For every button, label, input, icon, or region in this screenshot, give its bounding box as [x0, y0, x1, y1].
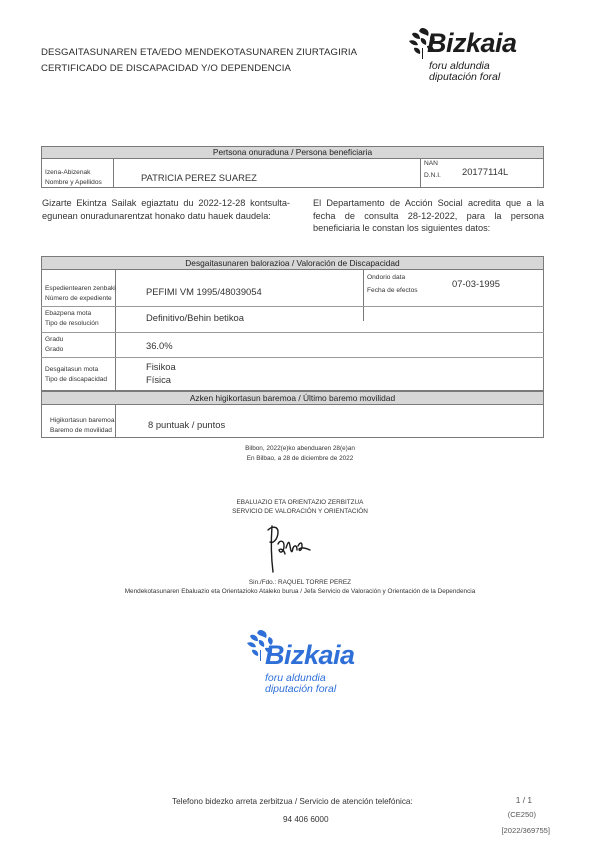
mobility-box: [41, 404, 544, 438]
logo-word-blue: Bizkaia: [265, 640, 355, 670]
place-date-spanish: En Bilbao, a 28 de diciembre de 2022: [246, 455, 354, 462]
degree-label-spanish: Grado: [45, 346, 64, 353]
resolution-label-basque: Ebazpena mota: [45, 310, 92, 317]
service-spanish: SERVICIO DE VALORACIÓN Y ORIENTACIÓN: [232, 508, 368, 515]
intro-basque: Gizarte Ekintza Sailak egiaztatu du 2022-12-28 kontsulta-egunean onuradunarentzat honako datu hauek daudela:: [42, 198, 290, 221]
beneficiary-divider-2: [420, 158, 421, 188]
resolution-value: Definitivo/Behin betikoa: [146, 312, 244, 323]
name-label-spanish: Nombre y Apellidos: [45, 179, 102, 186]
service-basque: EBALUAZIO ETA ORIENTAZIO ZERBITZUA: [236, 499, 364, 506]
id-label-spanish: D.N.I.: [424, 172, 441, 179]
intro-spanish: El Departamento de Acción Social acredita que a la fecha de consulta 28-12-2022, para la persona beneficiaria le constan los siguientes datos:: [313, 198, 544, 234]
place-date-basque: Bilbon, 2022(e)ko abenduaren 28(e)an: [245, 445, 355, 452]
type-label-spanish: Tipo de discapacidad: [45, 376, 108, 383]
mobility-label-basque: Higikortasun baremoa: [50, 417, 115, 424]
beneficiary-band: Pertsona onuraduna / Persona beneficiaria: [41, 146, 544, 159]
row-divider-2: [41, 332, 544, 333]
assessment-band: Desgaitasunaren balorazioa / Valoración de Discapacidad: [41, 256, 544, 270]
phone-number: 94 406 6000: [283, 815, 329, 824]
bizkaia-logo-bottom: [243, 626, 383, 698]
bizkaia-logo-top: [405, 24, 545, 94]
logo-word: Bizkaia: [427, 28, 517, 58]
file-label-basque: Espedientearen zenbaki: [45, 285, 116, 292]
phone-label: Telefono bidezko arreta zerbitzua / Servicio de atención telefónica:: [172, 797, 413, 806]
reference-number: [2022/369755]: [501, 826, 550, 835]
document-code: (CE250): [507, 810, 536, 819]
assessment-divider-date: [363, 269, 364, 321]
degree-value: 36.0%: [146, 340, 173, 351]
id-label-basque: NAN: [424, 160, 438, 167]
effect-value: 07-03-1995: [452, 278, 500, 289]
file-value: PEFIMI VM 1995/48039054: [146, 286, 262, 297]
logo-line-2-blue: diputación foral: [265, 683, 337, 695]
name-label-basque: Izena-Abizenak: [45, 169, 91, 176]
resolution-label-spanish: Tipo de resolución: [45, 320, 99, 327]
logo-line-1-blue: foru aldundia: [265, 672, 326, 684]
row-divider-1: [41, 306, 544, 307]
id-value: 20177114L: [462, 166, 509, 177]
effect-label-spanish: Fecha de efectos: [367, 287, 418, 294]
type-value-spanish: Física: [146, 374, 172, 385]
document-title-spanish: CERTIFICADO DE DISCAPACIDAD Y/O DEPENDENCIA: [41, 63, 292, 74]
type-label-basque: Desgaitasun mota: [45, 366, 99, 373]
mobility-label-spanish: Baremo de movilidad: [50, 427, 112, 434]
handwritten-signature: [262, 520, 322, 576]
file-label-spanish: Número de expediente: [45, 295, 112, 302]
logo-line-1: foru aldundia: [429, 60, 490, 72]
type-value-basque: Fisikoa: [146, 361, 176, 372]
row-divider-3: [41, 357, 544, 358]
signer-position: Mendekotasunaren Ebaluazio eta Orientazioko Ataleko burua / Jefa Servicio de Valoración y Orientación de la Dependencia: [124, 588, 476, 595]
mobility-value: 8 puntuak / puntos: [148, 419, 226, 430]
page-number: 1 / 1: [515, 795, 532, 805]
effect-label-basque: Ondorio data: [367, 274, 406, 281]
mobility-divider: [115, 404, 116, 438]
signer-name: Sin./Fdo.: RAQUEL TORRE PEREZ: [248, 579, 352, 586]
document-title-basque: DESGAITASUNAREN ETA/EDO MENDEKOTASUNAREN ZIURTAGIRIA: [41, 47, 358, 58]
mobility-band: Azken higikortasun baremoa / Último baremo movilidad: [41, 391, 544, 405]
logo-line-2: diputación foral: [429, 71, 501, 83]
degree-label-basque: Gradu: [45, 336, 64, 343]
beneficiary-divider-1: [113, 158, 114, 188]
name-value: PATRICIA PEREZ SUAREZ: [141, 172, 257, 183]
